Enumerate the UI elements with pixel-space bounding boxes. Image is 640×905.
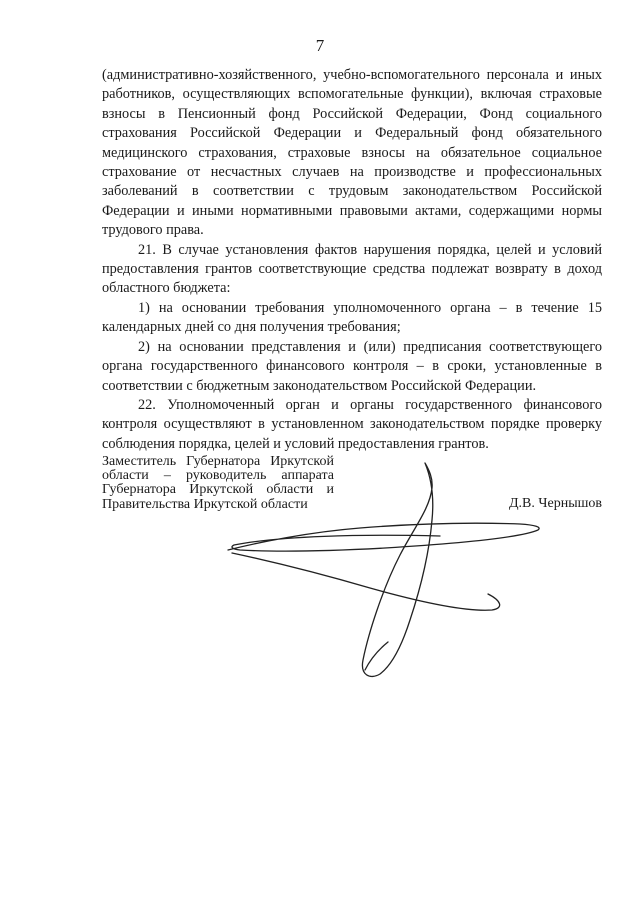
paragraph-21-item-1: 1) на основании требования уполномоченного органа – в течение 15 календарных дней со дня получения требования; <box>102 299 602 336</box>
paragraph-21: 21. В случае установления фактов нарушения порядка, целей и условий предоставления грантов соответствующие средства подлежат возврату в доход областного бюджета: <box>102 241 602 297</box>
signatory-title-line: области – руководитель аппарата <box>102 468 334 484</box>
paragraph-22: 22. Уполномоченный орган и органы государственного финансового контроля осуществляют в установленном законодательством порядке проверку соблюдения порядка, целей и условий предоставления грантов. <box>102 396 602 452</box>
document-body <box>102 66 602 454</box>
signature-stroke <box>365 642 388 670</box>
signature-stroke <box>362 463 432 676</box>
signatory-title-line: Правительства Иркутской области <box>102 496 308 512</box>
signature-stroke <box>232 553 500 610</box>
paragraph-continuation: (административно-хозяйственного, учебно-вспомогательного персонала и иных работников, осуществляющих вспомогательные функции), включая страховые взносы в Пенсионный фонд Российской Федерации, Фонд социального страхования Российской Федерации и Федеральный фонд обязательного медицинского страхования, страховые взносы на обязательное социальное страхование от несчастных случаев на производстве и профессиональных заболеваний в соответствии с трудовым законодательством Российской Федерации и иными нормативными правовыми актами, содержащими нормы трудового права. <box>102 67 602 239</box>
signatory-name: Д.В. Чернышов <box>509 496 602 511</box>
handwritten-signature <box>220 460 550 690</box>
signature-stroke <box>228 523 539 551</box>
signatory-title-line: Заместитель Губернатора Иркутской <box>102 454 334 469</box>
signatory-title-line: Губернатора Иркутской области и <box>102 482 334 498</box>
paragraph-21-item-2: 2) на основании представления и (или) предписания соответствующего органа государственного финансового контроля – в сроки, установленные в соответствии с бюджетным законодательством Российской Федерации. <box>102 338 602 394</box>
page-number: 7 <box>315 36 325 55</box>
